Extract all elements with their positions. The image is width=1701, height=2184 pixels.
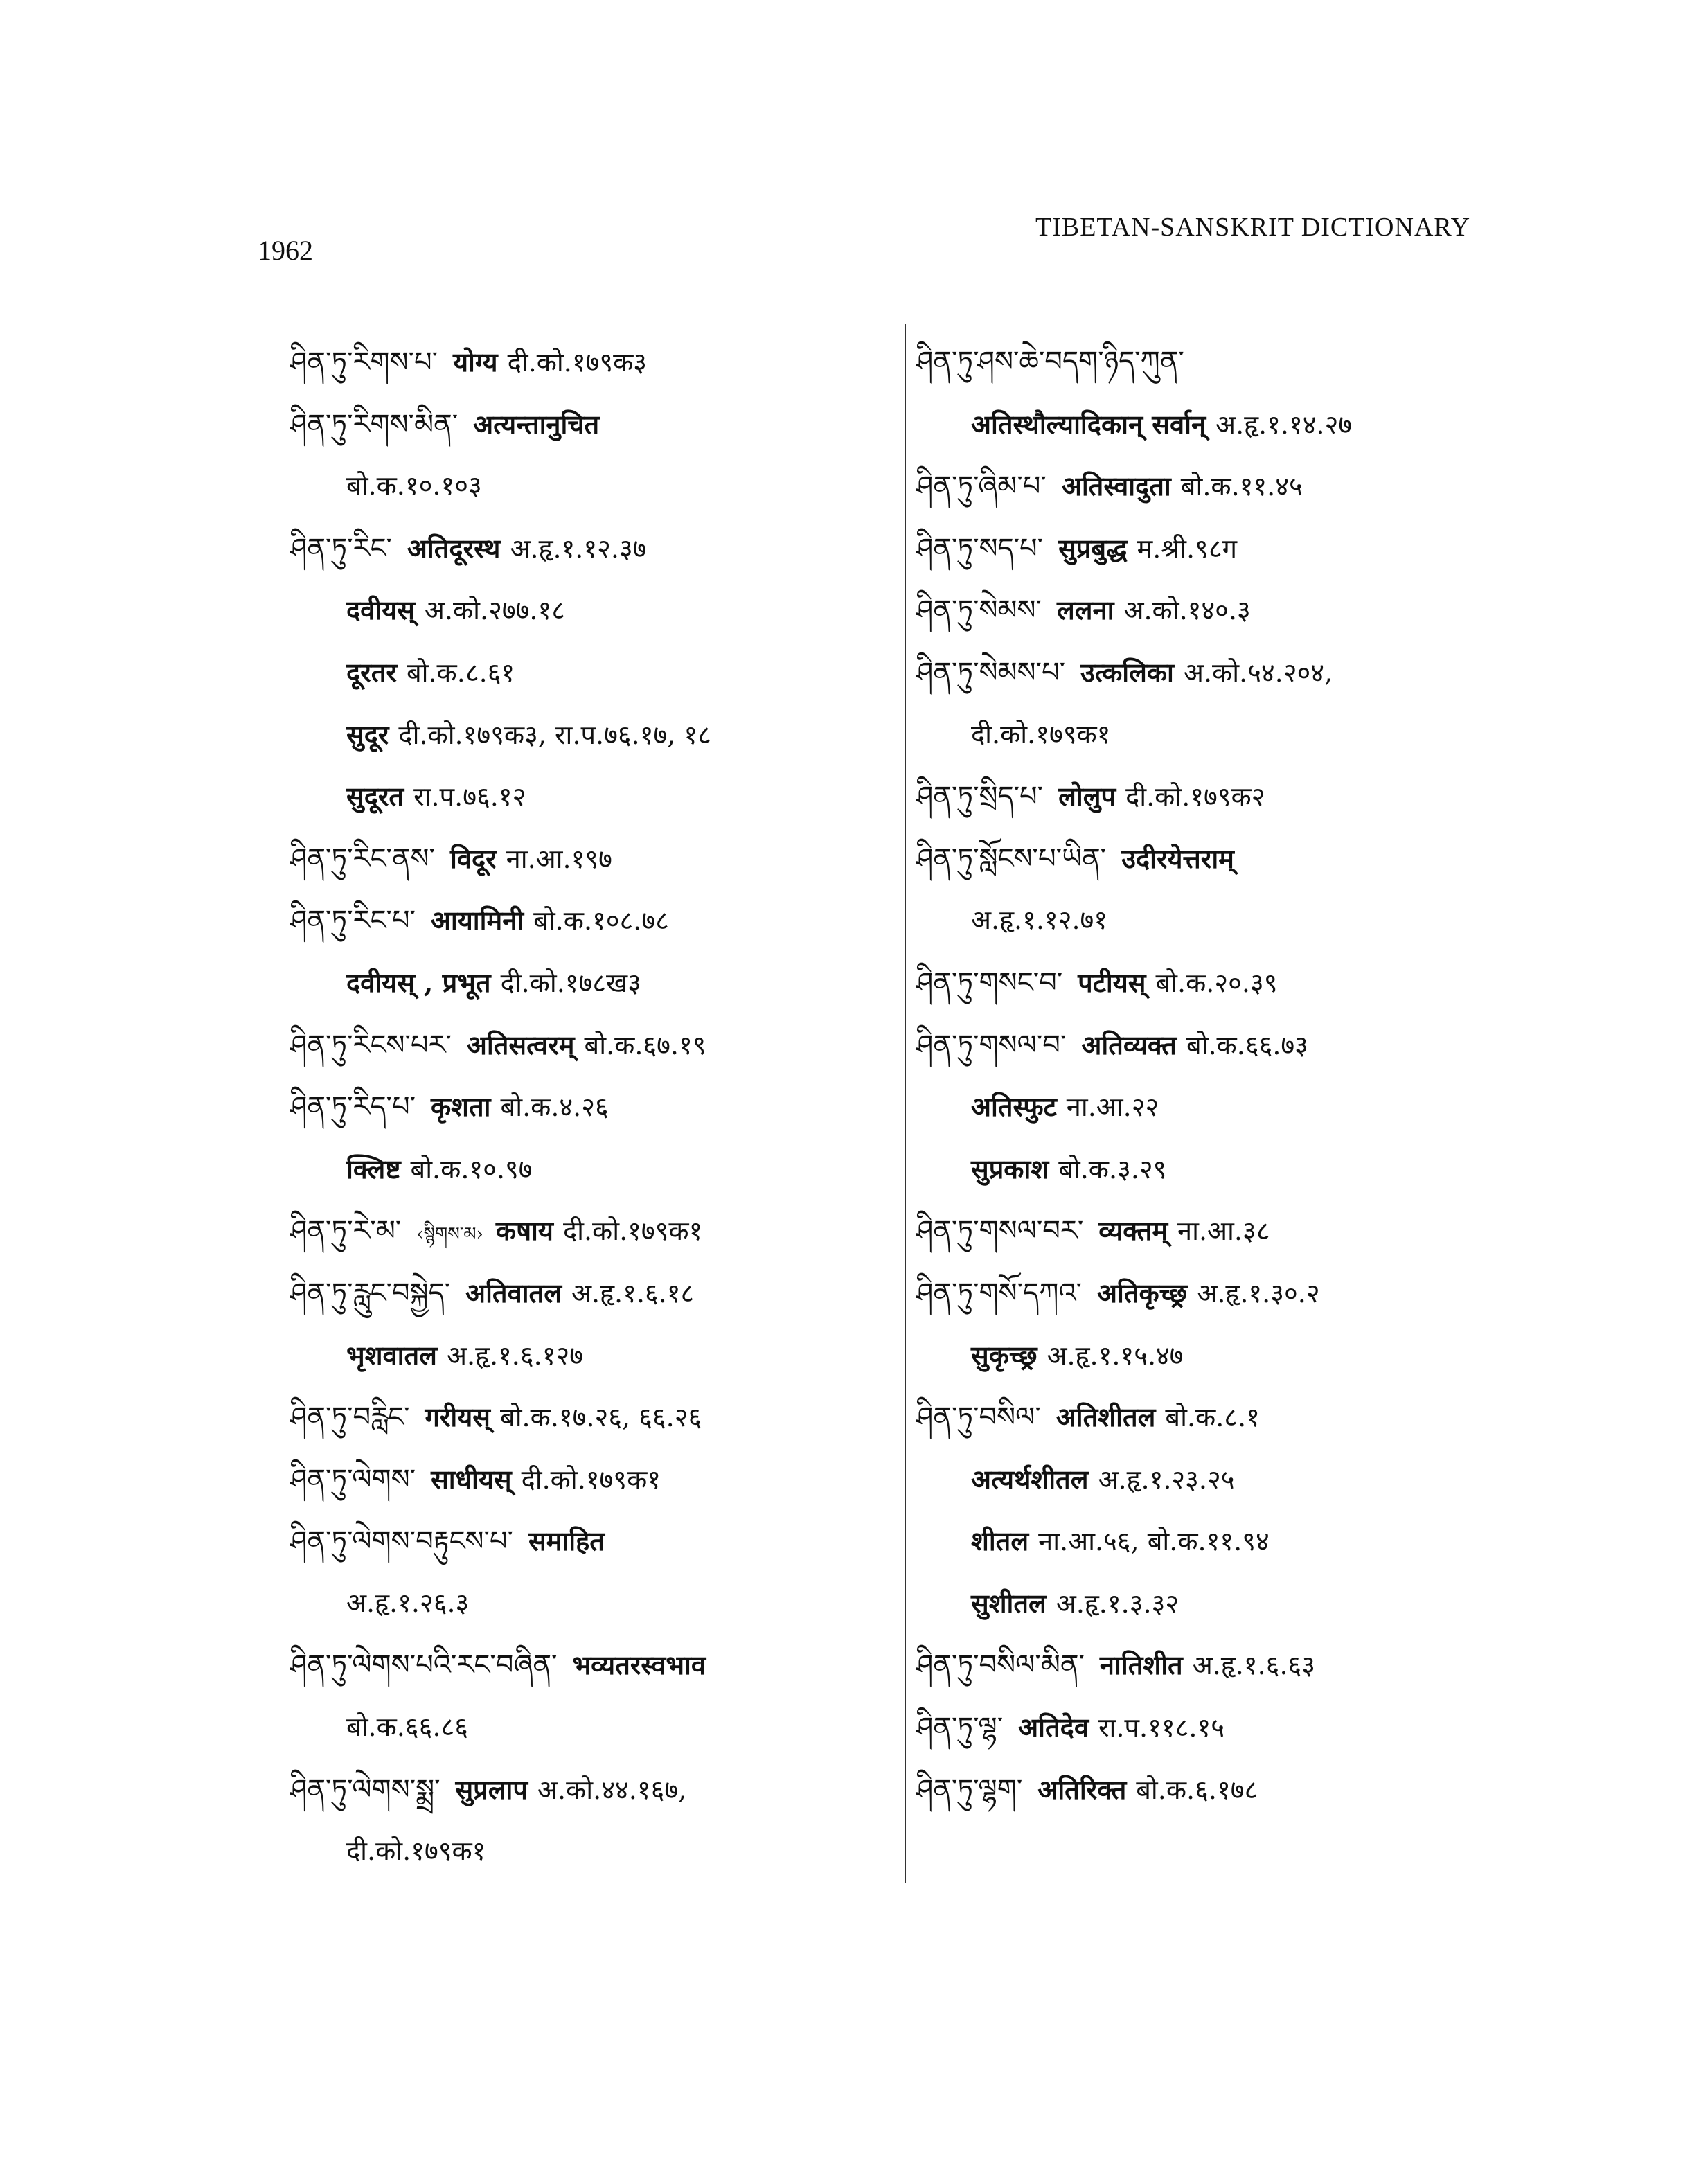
- tibetan-headword: ཤིན་ཏུ་སེམས་པ་: [916, 656, 1065, 689]
- sanskrit-equivalent: समाहित: [528, 1525, 605, 1557]
- sanskrit-equivalent: सुप्रकाश: [971, 1153, 1049, 1184]
- dictionary-entry-line: [290, 1820, 885, 1883]
- dictionary-entry-line: [916, 331, 1539, 393]
- source-reference: अ.को.१४०.३: [1123, 595, 1251, 626]
- source-reference: अ.हृ.१.१५.४७: [1047, 1340, 1184, 1371]
- sanskrit-equivalent: अतिसत्वरम्: [466, 1029, 575, 1060]
- tibetan-headword: ཤིན་ཏུ་སེམས་: [916, 594, 1042, 627]
- source-reference: बो.क.४.२६: [500, 1092, 609, 1123]
- tibetan-headword: ཤིན་ཏུ་ལྷག་: [916, 1773, 1023, 1806]
- tibetan-headword: ཤིན་ཏུ་བསིལ་མིན་: [916, 1649, 1085, 1682]
- source-reference: बो.क.१०८.७८: [533, 905, 669, 936]
- tibetan-headword: ཤིན་ཏུ་ལྷ་: [916, 1712, 1004, 1744]
- running-head: TIBETAN-SANSKRIT DICTIONARY: [1035, 213, 1471, 242]
- dictionary-entry-line: [290, 889, 885, 952]
- source-reference: अ.हृ.१.३.३२: [1056, 1588, 1179, 1619]
- dictionary-entry-line: [290, 1696, 885, 1759]
- dictionary-entry-line: [290, 952, 885, 1014]
- tibetan-headword: ཤིན་ཏུ་སྲིད་པ་: [916, 781, 1044, 813]
- dictionary-entry-line: [290, 704, 885, 766]
- source-reference: अ.हृ.१.६.६३: [1192, 1650, 1315, 1681]
- tibetan-headword: ཤིན་ཏུ་ལེགས་པའི་རང་བཞིན་: [290, 1649, 558, 1682]
- dictionary-entry-line: [290, 455, 885, 517]
- sanskrit-equivalent: सुकृच्छ्र: [971, 1339, 1037, 1371]
- dictionary-entry-line: [290, 1014, 885, 1076]
- sanskrit-equivalent: गरीयस्: [425, 1401, 490, 1433]
- tibetan-headword: ཤིན་ཏུ་གསལ་བ་: [916, 1029, 1067, 1061]
- source-reference: अ.को.२७७.१८: [424, 595, 565, 626]
- dictionary-entry-line: [916, 1014, 1539, 1076]
- tibetan-headword: ཤིན་ཏུ་རིད་པ་: [290, 1091, 416, 1124]
- source-reference: बो.क.१७.२६, ६६.२६: [500, 1402, 702, 1433]
- sanskrit-equivalent: अत्यन्तानुचित: [473, 408, 600, 440]
- left-column: [290, 331, 885, 1883]
- dictionary-entry-line: [290, 1510, 885, 1572]
- sanskrit-equivalent: ललना: [1056, 594, 1114, 626]
- dictionary-entry-line: [916, 889, 1539, 952]
- source-reference: ना.आ.२२: [1066, 1092, 1159, 1123]
- tibetan-headword: ཤིན་ཏུ་ཞིམ་པ་: [916, 470, 1047, 503]
- dictionary-entry-line: [916, 765, 1539, 828]
- source-reference: ना.आ.१९७: [506, 843, 612, 874]
- dictionary-entry-line: [290, 1448, 885, 1511]
- dictionary-entry-line: [290, 1634, 885, 1696]
- dictionary-entry-line: [916, 704, 1539, 766]
- dictionary-entry-line: [916, 1138, 1539, 1200]
- dictionary-entry-line: [916, 1448, 1539, 1511]
- source-reference: अ.हृ.१.१२.७१: [971, 905, 1108, 936]
- source-reference: अ.हृ.१.१२.३७: [510, 533, 647, 564]
- sanskrit-equivalent: सुशीतल: [971, 1587, 1047, 1619]
- dictionary-entry-line: [916, 1696, 1539, 1759]
- source-reference: दी.को.१७९क२: [1125, 781, 1265, 813]
- source-reference: बो.क.६.१७८: [1136, 1774, 1258, 1805]
- sanskrit-equivalent: भृशवातल: [346, 1339, 437, 1371]
- source-reference: दी.को.१७८ख३: [500, 967, 641, 998]
- tibetan-headword: ཤིན་ཏུ་རིགས་མིན་: [290, 408, 458, 441]
- dictionary-entry-line: [290, 1262, 885, 1324]
- dictionary-entry-line: [916, 1759, 1539, 1821]
- sanskrit-equivalent: अतिव्यक्त: [1081, 1029, 1177, 1060]
- dictionary-entry-line: [290, 1572, 885, 1635]
- tibetan-headword: ཤིན་ཏུ་གསང་བ་: [916, 966, 1063, 999]
- source-reference: अ.को.४४.१६७,: [537, 1774, 687, 1805]
- source-reference: बो.क.६७.१९: [584, 1029, 706, 1060]
- source-reference: अ.हृ.१.१४.२७: [1215, 409, 1353, 440]
- sanskrit-equivalent: कषाय: [495, 1215, 553, 1247]
- sanskrit-equivalent: आयामिनी: [430, 905, 524, 936]
- source-reference: बो.क.१०.१०३: [346, 470, 482, 501]
- dictionary-entry-line: [916, 393, 1539, 456]
- source-reference: बो.क.३.२९: [1058, 1153, 1167, 1184]
- tibetan-headword: ཤིན་ཏུ་རླུང་བསྐྱེད་: [290, 1277, 451, 1309]
- sanskrit-equivalent: विदूर: [449, 842, 497, 874]
- tibetan-headword: ཤིན་ཏུ་ཤས་ཆེ་བདག་ཉིད་ཀུན་: [916, 346, 1184, 378]
- dictionary-entry-line: [290, 517, 885, 580]
- dictionary-entry-line: [290, 1138, 885, 1200]
- sanskrit-equivalent: दवीयस्: [346, 594, 415, 626]
- tibetan-headword: ཤིན་ཏུ་རིགས་པ་: [290, 346, 438, 378]
- sanskrit-equivalent: अतिस्फुट: [971, 1091, 1057, 1123]
- dictionary-entry-line: [916, 1324, 1539, 1387]
- sanskrit-equivalent: अतिशीतल: [1056, 1401, 1156, 1433]
- sanskrit-equivalent: शीतल: [971, 1525, 1029, 1557]
- tibetan-headword: ཤིན་ཏུ་གསལ་བར་: [916, 1215, 1084, 1248]
- tibetan-headword: ཤིན་ཏུ་ལེགས་བརྟུངས་པ་: [290, 1525, 513, 1558]
- source-reference: दी.को.१७९क३: [507, 347, 648, 378]
- tibetan-headword: ཤིན་ཏུ་བརླིང་: [290, 1401, 410, 1434]
- sanskrit-equivalent: कृशता: [431, 1091, 491, 1123]
- source-reference: दी.को.१७९क१: [521, 1464, 661, 1495]
- source-reference: अ.हृ.१.२३.२५: [1098, 1464, 1235, 1495]
- dictionary-entry-line: [290, 1076, 885, 1138]
- sanskrit-equivalent: नातिशीत: [1099, 1649, 1183, 1681]
- tibetan-headword: ཤིན་ཏུ་སློངས་པ་ཡིན་: [916, 842, 1107, 875]
- dictionary-entry-line: [916, 1634, 1539, 1696]
- dictionary-entry-line: [916, 455, 1539, 517]
- source-reference: दी.को.१७९क१: [562, 1216, 703, 1247]
- tibetan-headword: ཤིན་ཏུ་བསིལ་: [916, 1401, 1041, 1434]
- source-reference: रा.प.७६.१२: [413, 781, 526, 813]
- sanskrit-equivalent: अतिवातल: [465, 1277, 562, 1308]
- source-reference: दी.को.१७९क३, रा.प.७६.१७, १८: [398, 719, 711, 750]
- sanskrit-equivalent: योग्य: [453, 346, 498, 378]
- dictionary-entry-line: [916, 579, 1539, 641]
- source-reference: अ.को.५४.२०४,: [1183, 657, 1333, 688]
- dictionary-entry-line: [290, 331, 885, 393]
- sanskrit-equivalent: सुप्रलाप: [455, 1773, 528, 1805]
- source-reference: बो.क.६६.८६: [346, 1712, 469, 1743]
- dictionary-entry-line: [916, 1510, 1539, 1572]
- source-reference: दी.को.१७९क१: [971, 718, 1111, 749]
- sanskrit-equivalent: दूरतर: [346, 656, 397, 688]
- source-reference: बो.क.६६.७३: [1186, 1029, 1308, 1060]
- dictionary-entry-line: [916, 1572, 1539, 1635]
- tibetan-headword: ཤིན་ཏུ་རིང་ནས་: [290, 842, 435, 875]
- sanskrit-equivalent: उदीरयेत्तराम्: [1121, 842, 1234, 874]
- sanskrit-equivalent: सुप्रबुद्ध: [1058, 532, 1128, 564]
- sanskrit-equivalent: साधीयस्: [431, 1463, 512, 1495]
- source-reference: बो.क.१०.९७: [410, 1153, 533, 1184]
- source-reference: अ.हृ.१.३०.२: [1197, 1277, 1320, 1308]
- entry-note: ‹སྙིགས་མ›: [416, 1224, 483, 1245]
- dictionary-entry-line: [290, 765, 885, 828]
- page-number: 1962: [258, 235, 313, 266]
- dictionary-entry-line: [916, 1200, 1539, 1262]
- sanskrit-equivalent: क्लिष्ट: [346, 1153, 401, 1184]
- tibetan-headword: ཤིན་ཏུ་ལེགས་: [290, 1463, 416, 1495]
- tibetan-headword: ཤིན་ཏུ་གསོ་དཀའ་: [916, 1277, 1082, 1309]
- tibetan-headword: ཤིན་ཏུ་རེ་མ་: [290, 1215, 402, 1248]
- sanskrit-equivalent: अतिदूरस्थ: [407, 532, 501, 564]
- source-reference: अ.हृ.१.६.१२७: [446, 1340, 584, 1371]
- source-reference: ना.आ.५६, बो.क.११.९४: [1038, 1526, 1270, 1557]
- source-reference: दी.को.१७९क१: [346, 1836, 486, 1867]
- dictionary-entry-line: [290, 828, 885, 890]
- dictionary-entry-line: [290, 1386, 885, 1448]
- source-reference: अ.हृ.१.६.१८: [571, 1277, 695, 1308]
- sanskrit-equivalent: व्यक्तम्: [1098, 1215, 1168, 1247]
- sanskrit-equivalent: अतिरिक्त: [1037, 1773, 1127, 1805]
- column-divider: [905, 324, 906, 1883]
- sanskrit-equivalent: पटीयस्: [1078, 966, 1146, 998]
- dictionary-entry-line: [916, 1262, 1539, 1324]
- sanskrit-equivalent: दवीयस् , प्रभूत: [346, 966, 491, 998]
- source-reference: ना.आ.३८: [1177, 1216, 1270, 1247]
- tibetan-headword: ཤིན་ཏུ་རིངས་པར་: [290, 1029, 452, 1061]
- dictionary-entry-line: [290, 1324, 885, 1387]
- sanskrit-equivalent: अतिस्वादुता: [1061, 470, 1171, 502]
- sanskrit-equivalent: लोलुप: [1058, 781, 1116, 813]
- source-reference: बो.क.११.४५: [1180, 471, 1303, 502]
- dictionary-entry-line: [290, 579, 885, 641]
- dictionary-entry-line: [916, 1386, 1539, 1448]
- tibetan-headword: ཤིན་ཏུ་སད་པ་: [916, 532, 1044, 565]
- dictionary-entry-line: [290, 641, 885, 704]
- dictionary-entry-line: [290, 1759, 885, 1821]
- tibetan-headword: ཤིན་ཏུ་རིང་པ་: [290, 905, 416, 937]
- tibetan-headword: ཤིན་ཏུ་ལེགས་སྨྲ་: [290, 1773, 440, 1806]
- source-reference: अ.हृ.१.२६.३: [346, 1587, 470, 1618]
- sanskrit-equivalent: अतिस्थौल्यादिकान् सर्वान्: [971, 408, 1206, 440]
- sanskrit-equivalent: उत्कलिका: [1080, 656, 1174, 688]
- source-reference: बो.क.८.६१: [406, 657, 515, 688]
- source-reference: म.श्री.९८ग: [1137, 533, 1238, 564]
- dictionary-entry-line: [290, 393, 885, 456]
- tibetan-headword: ཤིན་ཏུ་རིང་: [290, 532, 392, 565]
- dictionary-entry-line: [916, 1076, 1539, 1138]
- sanskrit-equivalent: अतिकृच्छ्र: [1096, 1277, 1188, 1308]
- dictionary-entry-line: [916, 517, 1539, 580]
- dictionary-entry-line: [916, 828, 1539, 890]
- dictionary-entry-line: [916, 641, 1539, 704]
- source-reference: बो.क.२०.३९: [1155, 967, 1278, 998]
- sanskrit-equivalent: सुदूरत: [346, 781, 404, 813]
- sanskrit-equivalent: अतिदेव: [1018, 1712, 1089, 1743]
- sanskrit-equivalent: भव्यतरस्वभाव: [572, 1649, 706, 1681]
- sanskrit-equivalent: अत्यर्थशीतल: [971, 1463, 1089, 1495]
- sanskrit-equivalent: सुदूर: [346, 718, 389, 750]
- source-reference: रा.प.११८.१५: [1098, 1712, 1224, 1743]
- source-reference: बो.क.८.१: [1165, 1402, 1260, 1433]
- dictionary-entry-line: [916, 952, 1539, 1014]
- right-column: [916, 331, 1539, 1820]
- dictionary-entry-line: [290, 1200, 885, 1262]
